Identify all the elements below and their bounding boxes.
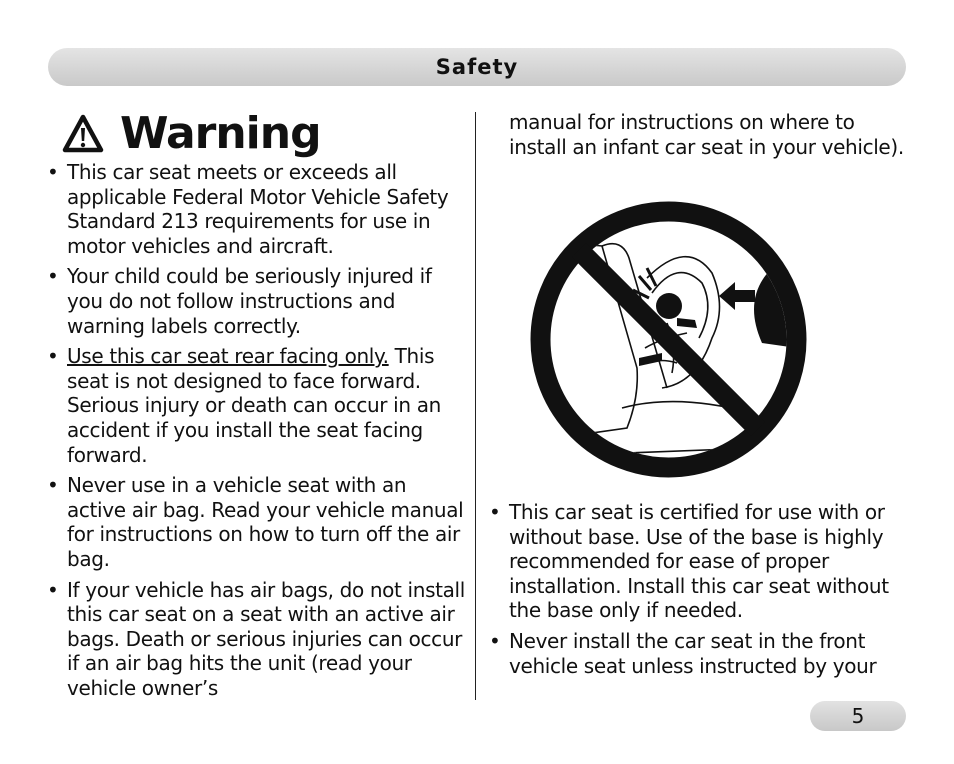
list-item bbox=[44, 160, 470, 258]
left-bullet-list bbox=[44, 160, 470, 700]
list-item bbox=[44, 578, 470, 701]
warning-heading bbox=[62, 106, 321, 162]
section-title: Safety bbox=[435, 55, 519, 79]
bullet-text: This seat is not designed to face forward. Serious injury or death can occur in an accident if you install the seat facing forward. bbox=[67, 344, 441, 467]
bullet-text: This car seat is certified for use with or without base. Use of the base is highly recommended for ease of proper installation. Install this car seat without the base only if needed. bbox=[509, 500, 889, 623]
section-header-bar bbox=[48, 48, 906, 86]
bullet-text: Never use in a vehicle seat with an active air bag. Read your vehicle manual for instructions on how to turn off the air bag. bbox=[67, 473, 464, 571]
bullet-text: If your vehicle has air bags, do not install this car seat on a seat with an active air bags. Death or serious injuries can occur if an air bag hits the unit (read your vehicle owner’s bbox=[67, 577, 465, 700]
bullet-text: Never install the car seat in the front vehicle seat unless instructed by your bbox=[509, 628, 877, 678]
list-item bbox=[44, 473, 470, 571]
right-bullet-list bbox=[486, 500, 906, 678]
page-number-badge bbox=[810, 701, 906, 731]
list-item bbox=[486, 629, 906, 678]
list-item bbox=[44, 264, 470, 338]
no-front-airbag-prohibition-icon bbox=[527, 198, 810, 481]
list-item bbox=[44, 344, 470, 467]
left-column bbox=[44, 160, 470, 706]
bullet-underlined-text: Use this car seat rear facing only. bbox=[67, 344, 389, 369]
continuation-text: manual for instructions on where to install an infant car seat in your vehicle). bbox=[509, 110, 904, 159]
bullet-text: Your child could be seriously injured if you do not follow instructions and warning labels correctly. bbox=[67, 264, 432, 338]
right-column bbox=[486, 500, 906, 684]
list-item bbox=[486, 500, 906, 623]
page-number: 5 bbox=[851, 704, 865, 728]
column-divider bbox=[475, 112, 476, 700]
bullet-text: This car seat meets or exceeds all applicable Federal Motor Vehicle Safety Standard 213 requirements for use in motor vehicles and aircraft. bbox=[67, 160, 449, 258]
warning-title: Warning bbox=[120, 108, 321, 159]
warning-triangle-icon bbox=[62, 114, 104, 154]
